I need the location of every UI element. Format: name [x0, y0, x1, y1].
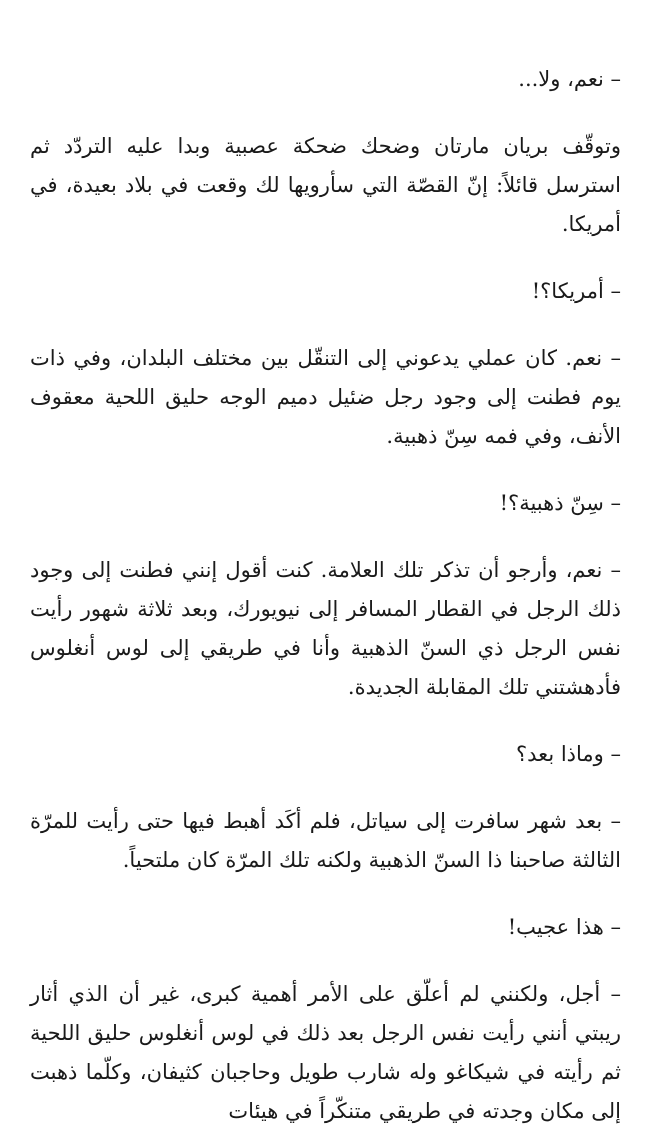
dialogue-paragraph: – نعم. كان عملي يدعوني إلى التنقّل بين مختلف البلدان، وفي ذات يوم فطنت إلى وجود رجل ضئيل دميم الوجه حليق اللحية معقوف الأنف، وفي فمه سِنّ ذهبية.: [30, 346, 621, 448]
dialogue-line: – سِنّ ذهبية؟!: [499, 491, 621, 515]
dialogue-paragraph: – بعد شهر سافرت إلى سياتل، فلم أكَد أهبط فيها حتى رأيت للمرّة الثالثة صاحبنا ذا السنّ الذهبية ولكنه تلك المرّة كان ملتحياً.: [30, 809, 621, 872]
dialogue-line: – أمريكا؟!: [531, 279, 621, 303]
dialogue-paragraph: – نعم، وأرجو أن تذكر تلك العلامة. كنت أقول إنني فطنت إلى وجود ذلك الرجل في القطار المسافر إلى نيويورك، وبعد ثلاثة شهور رأيت نفس الرجل ذي السنّ الذهبية وأنا في طريقي إلى لوس أنغلوس فأدهشتني تلك المقابلة الجديدة.: [30, 558, 621, 699]
dialogue-paragraph: – أجل، ولكنني لم أعلّق على الأمر أهمية كبرى، غير أن الذي أثار ريبتي أنني رأيت نفس الرجل بعد ذلك في لوس أنغلوس حليق اللحية ثم رأيته في شيكاغو وله شارب طويل وحاجبان كثيفان، وكلّما ذهبت إلى مكان وجدته في طريقي متنكّراً في هيئات: [30, 982, 622, 1123]
narration-paragraph: وتوقّف بريان مارتان وضحك ضحكة عصبية وبدا عليه التردّد ثم استرسل قائلاً: إنّ القصّة التي سأرويها لك وقعت في بلاد بعيدة، في أمريكا.: [30, 134, 621, 236]
dialogue-line: – هذا عجيب!: [507, 915, 621, 939]
dialogue-line: – نعم، ولا...: [518, 67, 621, 91]
dialogue-line: – وماذا بعد؟: [516, 742, 621, 766]
